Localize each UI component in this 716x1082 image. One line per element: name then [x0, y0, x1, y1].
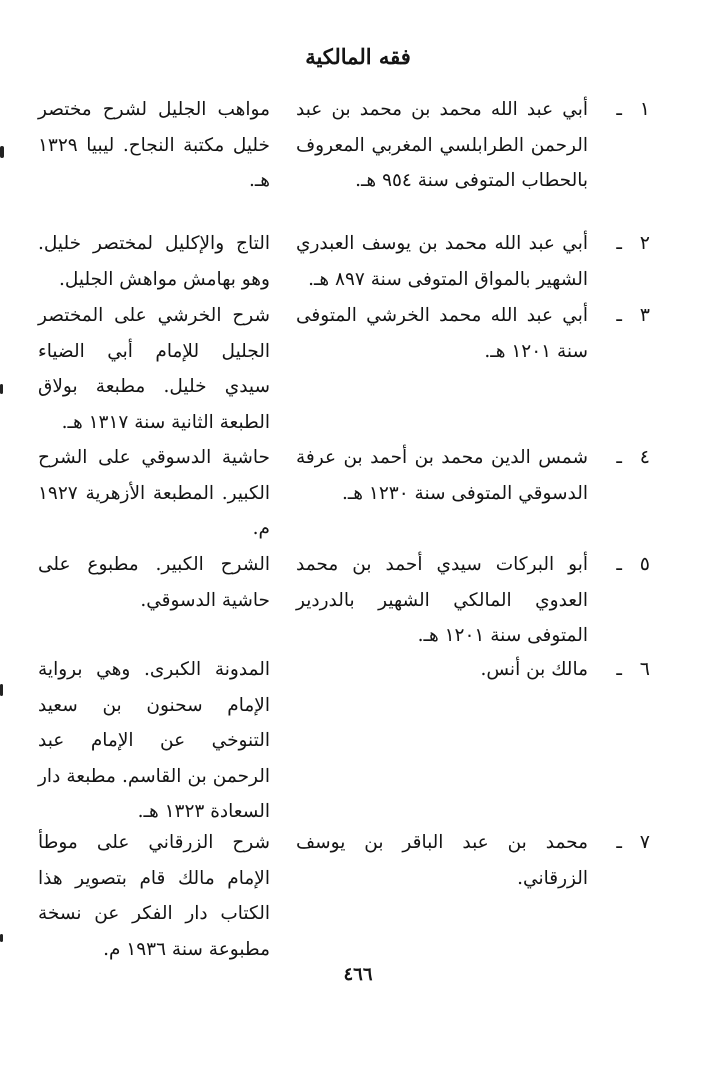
scan-mark: [0, 384, 3, 394]
entry-book: المدونة الكبرى. وهي برواية الإمام سحنون بن سعيد التنوخي عن الإمام عبد الرحمن بن القاسم. مطبعة دار السعادة ١٣٢٣ هـ.: [38, 659, 270, 822]
entry-author: أبي عبد الله محمد بن محمد بن عبد الرحمن الطرابلسي المغربي المعروف بالحطاب المتوفى سنة ٩٥٤ هـ.: [296, 99, 588, 191]
entry-dash: ـ: [616, 446, 622, 468]
entry-author: شمس الدين محمد بن أحمد بن عرفة الدسوقي المتوفى سنة ١٢٣٠ هـ.: [296, 447, 588, 504]
entry-number: ٧: [639, 831, 650, 853]
scan-mark: [0, 146, 4, 158]
entry-dash: ـ: [616, 304, 622, 326]
entry-number: ١: [639, 98, 650, 120]
entry-number: ٣: [639, 304, 650, 326]
entry-dash: ـ: [616, 98, 622, 120]
entry-author: أبو البركات سيدي أحمد بن محمد العدوي المالكي الشهير بالدردير المتوفى سنة ١٢٠١ هـ.: [296, 554, 588, 646]
entry-author: أبي عبد الله محمد الخرشي المتوفى سنة ١٢٠١ هـ.: [296, 305, 588, 362]
entry-book: حاشية الدسوقي على الشرح الكبير. المطبعة الأزهرية ١٩٢٧ م.: [38, 447, 270, 539]
entry-author: محمد بن عبد الباقر بن يوسف الزرقاني.: [296, 832, 588, 889]
entry-book: مواهب الجليل لشرح مختصر خليل مكتبة النجاح. ليبيا ١٣٢٩ هـ.: [38, 99, 270, 191]
entry-author: أبي عبد الله محمد بن يوسف العبدري الشهير بالمواق المتوفى سنة ٨٩٧ هـ.: [296, 233, 588, 290]
entry-book: شرح الزرقاني على موطأ الإمام مالك قام بتصوير هذا الكتاب دار الفكر عن نسخة مطبوعة سنة ١٩٣٦ م.: [38, 832, 270, 960]
entry-dash: ـ: [616, 232, 622, 254]
entry-book: شرح الخرشي على المختصر الجليل للإمام أبي الضياء سيدي خليل. مطبعة بولاق الطبعة الثانية سنة ١٣١٧ هـ.: [38, 305, 270, 433]
entry-author: مالك بن أنس.: [480, 659, 588, 680]
page-title: فقه المالكية: [305, 44, 411, 69]
entry-book: التاج والإكليل لمختصر خليل. وهو بهامش مواهش الجليل.: [38, 233, 270, 290]
entry-number: ٢: [639, 232, 650, 254]
entry-number: ٦: [639, 658, 650, 680]
entry-dash: ـ: [616, 553, 622, 575]
entry-book: الشرح الكبير. مطبوع على حاشية الدسوقي.: [38, 554, 270, 611]
entry-dash: ـ: [616, 831, 622, 853]
scan-mark: [0, 684, 3, 696]
entry-number: ٥: [639, 553, 650, 575]
page-number: ٤٦٦: [343, 964, 373, 985]
scan-mark: [0, 934, 3, 942]
entry-number: ٤: [639, 446, 650, 468]
entry-dash: ـ: [616, 658, 622, 680]
